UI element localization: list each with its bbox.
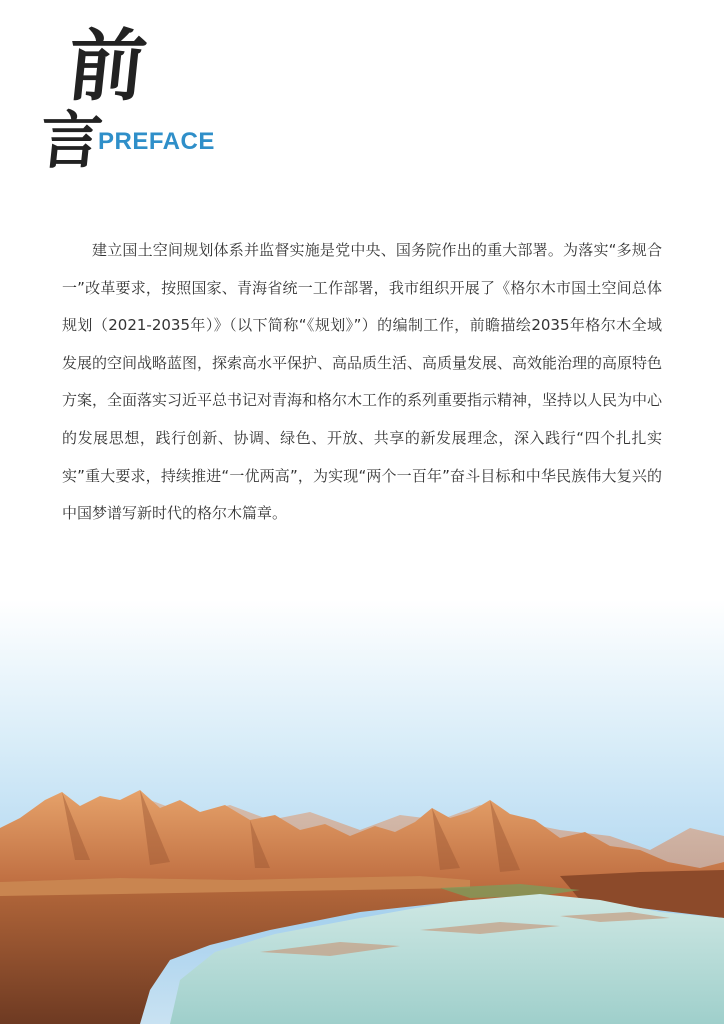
- preface-paragraph: 建立国土空间规划体系并监督实施是党中央、国务院作出的重大部署。为落实“多规合一”改革要求，按照国家、青海省统一工作部署，我市组织开展了《格尔木市国土空间总体规划（2021-2035年）》（以下简称“《规划》”）的编制工作，前瞻描绘2035年格尔木全域发展的空间战略蓝图，探索高水平保护、高品质生活、高质量发展、高效能治理的高原特色方案，全面落实习近平总书记对青海和格尔木工作的系列重要指示精神，坚持以人民为中心的发展思想，践行创新、协调、绿色、开放、共享的新发展理念，深入践行“四个扎扎实实”重大要求，持续推进“一优两高”，为实现“两个一百年”奋斗目标和中华民族伟大复兴的中国梦谱写新时代的格尔木篇章。: [62, 241, 663, 523]
- preface-english-label: PREFACE: [98, 128, 215, 155]
- landscape-illustration: [0, 600, 724, 1024]
- title-block: [36, 21, 260, 188]
- title-char-qian: 前: [63, 21, 151, 112]
- landscape-photo: [0, 600, 724, 1024]
- title-char-yan: 言: [36, 104, 106, 177]
